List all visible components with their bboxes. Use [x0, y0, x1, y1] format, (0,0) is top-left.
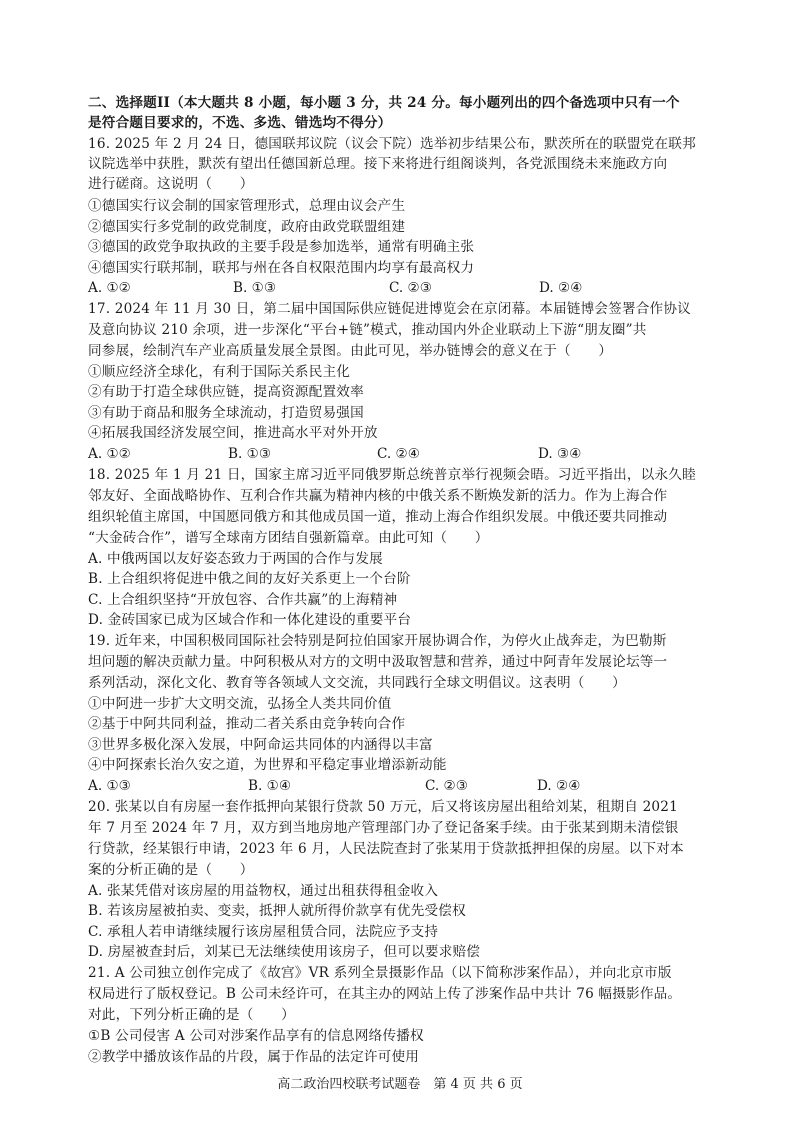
q16-options — [88, 278, 728, 298]
q16-statement-3: ③德国的政党争取执政的主要手段是参加选举，通常有明确主张 — [88, 239, 475, 255]
q17-statement-2: ②有助于打造全球供应链，提高资源配置效率 — [88, 384, 364, 400]
q16-statement-1: ①德国实行议会制的国家管理形式，总理由议会产生 — [88, 198, 406, 214]
q19-option-c[interactable]: C. ②③ — [425, 778, 468, 794]
q17-option-d[interactable]: D. ③④ — [538, 446, 582, 462]
q17-statement-1: ①顺应经济全球化，有利于国际关系民主化 — [88, 364, 351, 380]
q17-statement-3: ③有助于商品和服务全球流动，打造贸易强国 — [88, 405, 364, 421]
q16-option-a[interactable]: A. ①② — [88, 280, 131, 296]
q20-choice-d[interactable]: D. 房屋被查封后，刘某已无法继续使用该房子，但可以要求赔偿 — [88, 944, 481, 960]
q18-stem-line-2: 邻友好、全面战略协作、互利合作共赢为精神内核的中俄关系不断焕发新的活力。作为上海合作 — [88, 488, 668, 504]
q19-options — [88, 776, 728, 796]
q16-option-b[interactable]: B. ①③ — [233, 280, 277, 296]
q19-option-b[interactable]: B. ①④ — [248, 778, 292, 794]
q16-option-c[interactable]: C. ②③ — [389, 280, 432, 296]
q16-statement-4: ④德国实行联邦制，联邦与州在各自权限范围内均享有最高权力 — [88, 260, 475, 276]
q18-choice-a[interactable]: A. 中俄两国以友好姿态致力于两国的合作与发展 — [88, 551, 383, 567]
q20-stem-line-3: 行贷款，经某银行申请，2023 年 6 月，人民法院查封了张某用于贷款抵押担保的房屋。以下对本 — [88, 841, 684, 857]
q17-statement-4: ④拓展我国经济发展空间，推进高水平对外开放 — [88, 425, 378, 441]
q19-option-a[interactable]: A. ①③ — [88, 778, 131, 794]
q21-stem-line-1: 21. A 公司独立创作完成了《故宫》VR 系列全景摄影作品（以下简称涉案作品），并向北京市版 — [88, 965, 672, 981]
q17-option-c[interactable]: C. ②④ — [377, 446, 420, 462]
q19-option-d[interactable]: D. ②④ — [537, 778, 581, 794]
q16-statement-2: ②德国实行多党制的政党制度，政府由政党联盟组建 — [88, 219, 406, 235]
q18-choice-d[interactable]: D. 金砖国家已成为区域合作和一体化建设的重要平台 — [88, 612, 412, 628]
q17-option-b[interactable]: B. ①③ — [228, 446, 272, 462]
q16-stem-line-3: 进行磋商。这说明（ ） — [88, 176, 254, 192]
q19-statement-3: ③世界多极化深入发展，中阿命运共同体的内涵得以丰富 — [88, 737, 433, 753]
q19-stem-line-1: 19. 近年来，中国积极同国际社会特别是阿拉伯国家开展协调合作，为停火止战奔走，为巴勒斯 — [88, 633, 667, 649]
q18-choice-c[interactable]: C. 上合组织坚持“开放包容、合作共赢”的上海精神 — [88, 592, 398, 608]
q21-statement-2: ②教学中播放该作品的片段，属于作品的法定许可使用 — [88, 1049, 420, 1065]
q19-stem-line-3: 系列活动，深化文化、教育等各领域人文交流，共同践行全球文明倡议。这表明（ ） — [88, 675, 626, 691]
q20-choice-a[interactable]: A. 张某凭借对该房屋的用益物权，通过出租获得租金收入 — [88, 883, 439, 899]
q19-statement-2: ②基于中阿共同利益，推动二者关系由竞争转向合作 — [88, 716, 406, 732]
q20-stem-line-4: 案的分析正确的是（ ） — [88, 862, 254, 878]
q16-stem-line-1: 16. 2025 年 2 月 24 日，德国联邦议院（议会下院）选举初步结果公布，默茨所在的联盟党在联邦 — [88, 136, 696, 152]
q18-stem-line-4: “大金砖合作”，谱写全球南方团结自强新篇章。由此可知（ ） — [88, 530, 489, 546]
q20-choice-c[interactable]: C. 承租人若申请继续履行该房屋租赁合同，法院应予支持 — [88, 924, 439, 940]
q17-options — [88, 444, 728, 464]
q20-stem-line-1: 20. 张某以自有房屋一套作抵押向某银行贷款 50 万元，后又将该房屋出租给刘某，租期自 2021 — [88, 799, 678, 815]
q18-stem-line-3: 组织轮值主席国，中国愿同俄方和其他成员国一道，推动上海合作组织发展。中俄还要共同推动 — [88, 509, 668, 525]
q19-stem-line-2: 坦问题的解决贡献力量。中阿积极从对方的文明中汲取智慧和营养，通过中阿青年发展论坛等一 — [88, 654, 668, 670]
section-header-line-2: 是符合题目要求的，不选、多选、错选均不得分） — [88, 115, 392, 131]
q20-stem-line-2: 年 7 月至 2024 年 7 月，双方到当地房地产管理部门办了登记备案手续。由于张某到期未清偿银 — [88, 820, 679, 836]
q21-stem-line-3: 对此，下列分析正确的是（ ） — [88, 1007, 295, 1023]
section-header-line-1: 二、选择题II（本大题共 8 小题，每小题 3 分，共 24 分。每小题列出的四个备选项中只有一个 — [88, 95, 680, 111]
q17-stem-line-2: 及意向协议 210 余项，进一步深化“平台+链”模式，推动国内外企业联动上下游“朋友圈”共 — [88, 322, 647, 338]
q21-statement-1: ①B 公司侵害 A 公司对涉案作品享有的信息网络传播权 — [88, 1028, 424, 1044]
q18-stem-line-1: 18. 2025 年 1 月 21 日，国家主席习近平同俄罗斯总统普京举行视频会晤。习近平指出，以永久睦 — [88, 467, 696, 483]
q16-option-d[interactable]: D. ②④ — [539, 280, 583, 296]
q16-stem-line-2: 议院选举中获胜，默茨有望出任德国新总理。接下来将进行组阁谈判，各党派围绕未来施政方向 — [88, 156, 668, 172]
q19-statement-1: ①中阿进一步扩大文明交流，弘扬全人类共同价值 — [88, 696, 392, 712]
q17-option-a[interactable]: A. ①② — [88, 446, 131, 462]
q18-choice-b[interactable]: B. 上合组织将促进中俄之间的友好关系更上一个台阶 — [88, 571, 411, 587]
q20-choice-b[interactable]: B. 若该房屋被拍卖、变卖，抵押人就所得价款享有优先受偿权 — [88, 903, 466, 919]
q17-stem-line-3: 同参展，绘制汽车产业高质量发展全景图。由此可见，举办链博会的意义在于（ ） — [88, 343, 613, 359]
page-footer: 高二政治四校联考试题卷 第 4 页 共 6 页 — [277, 1077, 523, 1092]
q21-stem-line-2: 权局进行了版权登记。B 公司未经许可，在其主办的网站上传了涉案作品中共计 76 幅摄影作品。 — [88, 986, 682, 1002]
q17-stem-line-1: 17. 2024 年 11 月 30 日，第二届中国国际供应链促进博览会在京闭幕。本届链博会签署合作协议 — [88, 301, 691, 317]
q19-statement-4: ④中阿探索长治久安之道，为世界和平稳定事业增添新动能 — [88, 757, 447, 773]
